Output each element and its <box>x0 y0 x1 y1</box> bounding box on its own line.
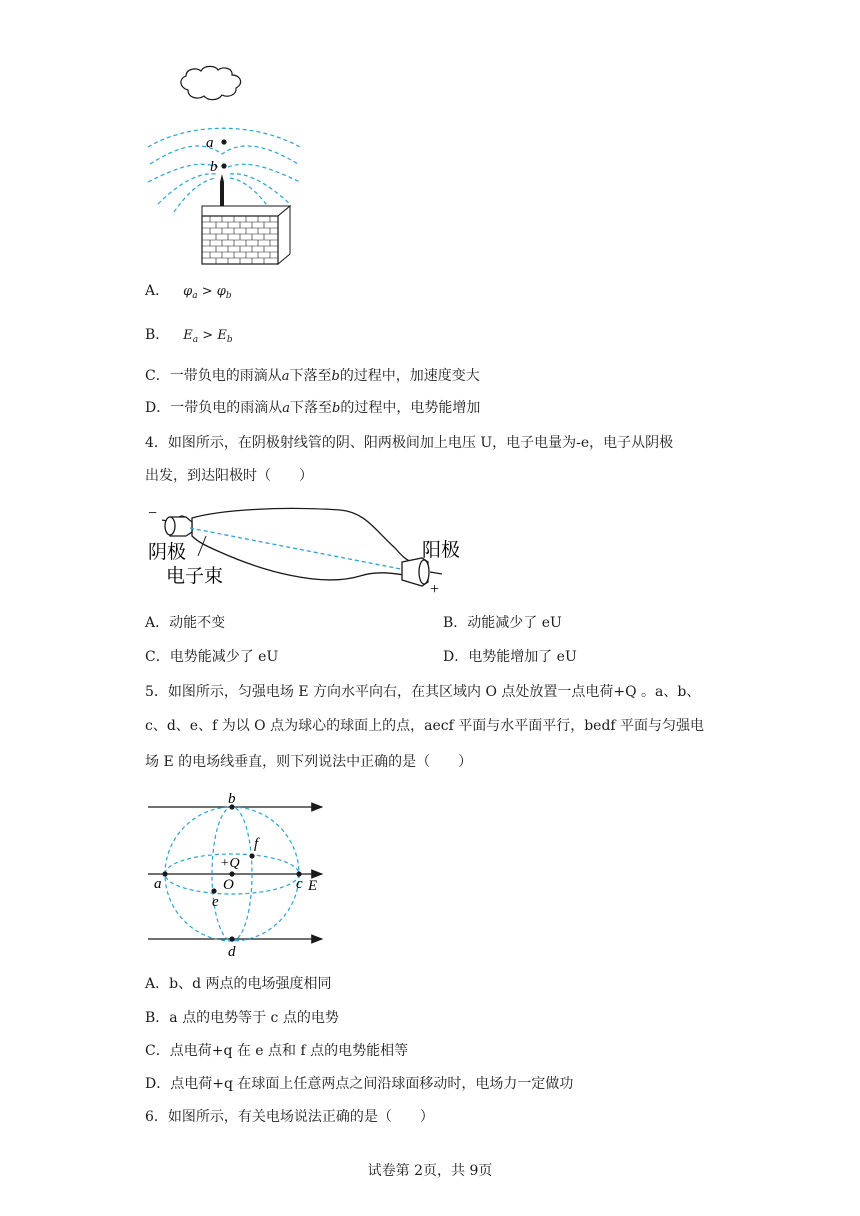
q4-option-a: A．动能不变 <box>145 615 226 631</box>
q4-figure <box>140 500 470 600</box>
q5-stem-line1: 5．如图所示，匀强电场 E 方向水平向右，在其区域内 O 点处放置一点电荷+Q 。a、b、 <box>145 684 701 700</box>
q5-option-a: A．b、d 两点的电场强度相同 <box>145 976 332 992</box>
q4-option-d: D．电势能增加了 eU <box>443 649 577 665</box>
sphere-label-c: c <box>296 876 303 892</box>
q5-option-c: C．点电荷+q 在 e 点和 f 点的电势能相等 <box>145 1043 409 1059</box>
q3-option-b: B． $E_a > E_b$ <box>145 327 233 345</box>
plus-sign: + <box>430 581 440 598</box>
q5-option-b: B．a 点的电势等于 c 点的电势 <box>145 1010 339 1026</box>
beam-label: 电子束 <box>166 566 224 587</box>
q4-option-b: B．动能减少了 eU <box>443 615 562 631</box>
q3-option-a: A． $\varphi_a > \varphi_b$ <box>145 283 232 301</box>
cathode-label: 阴极 <box>148 542 187 563</box>
sphere-label-b: b <box>228 791 236 807</box>
sphere-label-q: +Q <box>220 856 240 871</box>
sphere-label-a: a <box>154 876 162 892</box>
q4-stem-line2: 出发，到达阳极时（ ） <box>145 468 313 484</box>
label-a: a <box>206 135 214 151</box>
anode-label: 阳极 <box>422 540 461 561</box>
q4-stem-line1: 4．如图所示，在阴极射线管的阴、阳两极间加上电压 U，电子电量为-e，电子从阴极 <box>145 435 674 451</box>
sphere-label-e: e <box>212 894 219 910</box>
sphere-label-f: f <box>254 836 259 852</box>
q6-stem: 6．如图所示，有关电场说法正确的是（ ） <box>145 1109 434 1125</box>
cloud-icon <box>181 66 241 99</box>
q5-stem-line3: 场 E 的电场线垂直，则下列说法中正确的是（ ） <box>145 754 473 770</box>
q3-option-c: C．一带负电的雨滴从a下落至b的过程中，加速度变大 <box>145 368 480 384</box>
label-b: b <box>210 159 218 175</box>
q5-stem-line2: c、d、e、f 为以 O 点为球心的球面上的点，aecf 平面与水平面平行，bedf 平面与匀强电 <box>145 718 705 734</box>
field-label-e: E <box>308 878 318 894</box>
sphere-label-d: d <box>228 944 236 960</box>
page-footer: 试卷第 2页，共 9页 <box>367 1163 493 1179</box>
q5-option-d: D．点电荷+q 在球面上任意两点之间沿球面移动时，电场力一定做功 <box>145 1076 574 1092</box>
q5-figure <box>140 790 340 960</box>
q4-option-c: C．电势能减少了 eU <box>145 649 279 665</box>
minus-sign: − <box>148 505 158 522</box>
q3-figure <box>140 62 310 270</box>
sphere-label-o: O <box>223 877 234 893</box>
q3-option-d: D．一带负电的雨滴从a下落至b的过程中，电势能增加 <box>145 400 481 416</box>
